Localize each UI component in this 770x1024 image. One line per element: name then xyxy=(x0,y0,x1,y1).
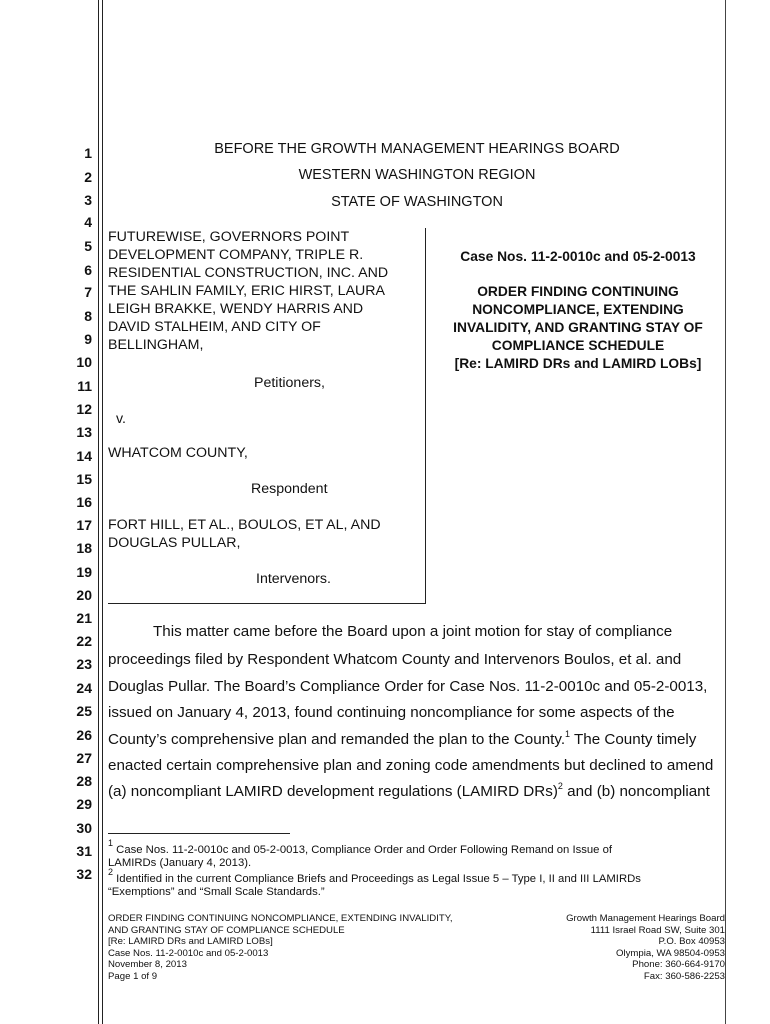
footnote-ref-1[interactable]: 1 xyxy=(565,729,571,739)
line-number: 12 xyxy=(76,401,92,417)
intervenors-label: Intervenors. xyxy=(256,571,331,587)
order-title-line: INVALIDITY, AND GRANTING STAY OF xyxy=(453,320,703,335)
footnote-text: LAMIRDs (January 4, 2013). xyxy=(108,857,252,869)
line-number: 32 xyxy=(76,866,92,882)
intervenors-line: FORT HILL, ET AL., BOULOS, ET AL, AND xyxy=(108,517,381,533)
line-number: 9 xyxy=(84,331,92,347)
line-number: 3 xyxy=(84,192,92,208)
footer-line: Olympia, WA 98504-0953 xyxy=(616,947,725,959)
state-title: STATE OF WASHINGTON xyxy=(331,194,503,210)
petitioners-line: DAVID STALHEIM, AND CITY OF xyxy=(108,319,321,335)
footnote-text: Identified in the current Compliance Briefs and Proceedings as Legal Issue 5 – Type I, II and III LAMIRDs xyxy=(113,873,641,885)
board-title: BEFORE THE GROWTH MANAGEMENT HEARINGS BOARD xyxy=(214,141,620,157)
body-line: Douglas Pullar. The Board’s Compliance Order for Case Nos. 11-2-0010c and 05-2-0013, xyxy=(108,678,708,695)
intervenors-names xyxy=(108,516,423,552)
line-number: 26 xyxy=(76,727,92,743)
respondent-name: WHATCOM COUNTY, xyxy=(108,445,248,461)
line-number: 23 xyxy=(76,656,92,672)
body-text: County’s comprehensive plan and remanded the plan to the County. xyxy=(108,731,566,748)
line-number: 11 xyxy=(77,378,92,394)
region-title: WESTERN WASHINGTON REGION xyxy=(298,167,536,183)
petitioners-line: LEIGH BRAKKE, WENDY HARRIS AND xyxy=(108,301,364,317)
body-text: The County timely xyxy=(570,731,697,748)
footer-line: [Re: LAMIRD DRs and LAMIRD LOBs] xyxy=(108,936,273,948)
body-line xyxy=(108,783,726,800)
left-margin-rule-outer xyxy=(98,0,99,1024)
line-number: 20 xyxy=(76,587,92,603)
footnote-separator xyxy=(108,833,290,834)
line-number: 30 xyxy=(76,820,92,836)
line-number: 27 xyxy=(76,750,92,766)
order-title-line: COMPLIANCE SCHEDULE xyxy=(491,338,665,353)
footnote-text: Case Nos. 11-2-0010c and 05-2-0013, Compliance Order and Order Following Remand on Issue of xyxy=(113,844,613,856)
line-number: 6 xyxy=(84,262,92,278)
line-number: 21 xyxy=(76,610,92,626)
intervenors-line: DOUGLAS PULLAR, xyxy=(108,535,241,551)
left-margin-rule-inner xyxy=(102,0,103,1024)
line-number: 13 xyxy=(76,424,92,440)
line-number: 4 xyxy=(84,214,92,230)
body-line: issued on January 4, 2013, found continuing noncompliance for some aspects of the xyxy=(108,704,675,721)
line-number: 7 xyxy=(84,284,92,300)
respondent-label: Respondent xyxy=(251,481,328,497)
footnote-ref-2[interactable]: 2 xyxy=(557,781,563,791)
body-line: proceedings filed by Respondent Whatcom County and Intervenors Boulos, et al. and xyxy=(108,651,682,668)
line-number: 8 xyxy=(84,308,92,324)
body-text: and (b) noncompliant xyxy=(562,783,710,800)
line-number: 14 xyxy=(76,448,92,464)
petitioners-line: FUTUREWISE, GOVERNORS POINT xyxy=(108,229,350,245)
footer-line: Case Nos. 11-2-0010c and 05-2-0013 xyxy=(108,947,269,959)
line-number: 22 xyxy=(76,633,92,649)
body-line xyxy=(108,731,726,748)
line-number: 2 xyxy=(84,169,92,185)
footer-line: AND GRANTING STAY OF COMPLIANCE SCHEDULE xyxy=(108,924,345,936)
line-number: 25 xyxy=(76,703,92,719)
footer-fax: Fax: 360-586-2253 xyxy=(643,970,725,982)
line-number: 29 xyxy=(76,796,92,812)
line-number: 16 xyxy=(76,494,92,510)
footer-line: Growth Management Hearings Board xyxy=(566,913,725,924)
footnote-text: “Exemptions” and “Small Scale Standards.” xyxy=(108,886,325,898)
order-title-line: ORDER FINDING CONTINUING xyxy=(477,284,679,299)
footer-line: 1111 Israel Road SW, Suite 301 xyxy=(590,924,725,936)
line-number: 31 xyxy=(76,843,92,859)
caption-bracket-vertical xyxy=(425,228,426,604)
petitioners-line: THE SAHLIN FAMILY, ERIC HIRST, LAURA xyxy=(108,283,385,299)
versus: v. xyxy=(116,411,126,427)
line-number: 15 xyxy=(76,471,92,487)
order-title-line: NONCOMPLIANCE, EXTENDING xyxy=(472,302,684,317)
petitioners-line: DEVELOPMENT COMPANY, TRIPLE R. xyxy=(108,247,364,263)
footer-document-info xyxy=(108,913,528,983)
petitioners-names xyxy=(108,228,423,354)
caption-bracket-horizontal xyxy=(108,603,426,604)
order-title xyxy=(432,283,724,373)
body-line: enacted certain comprehensive plan and zoning code amendments but declined to amend xyxy=(108,757,714,774)
petitioners-label: Petitioners, xyxy=(254,375,325,391)
footnote-1 xyxy=(108,838,726,870)
footer-board-address xyxy=(485,913,725,983)
footnote-2 xyxy=(108,867,726,899)
line-number: 1 xyxy=(84,145,92,161)
line-number: 10 xyxy=(76,354,92,370)
page-number: Page 1 of 9 xyxy=(108,970,158,982)
footnote-mark: 2 xyxy=(108,867,114,877)
footer-phone: Phone: 360-664-9170 xyxy=(632,959,725,971)
order-title-line: [Re: LAMIRD DRs and LAMIRD LOBs] xyxy=(454,356,702,371)
footer-line: P.O. Box 40953 xyxy=(658,936,725,948)
line-number: 24 xyxy=(76,680,92,696)
case-numbers: Case Nos. 11-2-0010c and 05-2-0013 xyxy=(460,249,696,264)
petitioners-line: BELLINGHAM, xyxy=(108,337,204,353)
line-number: 18 xyxy=(76,540,92,556)
line-number: 17 xyxy=(76,517,92,533)
body-text: (a) noncompliant LAMIRD development regulations (LAMIRD DRs) xyxy=(108,783,558,800)
line-number: 5 xyxy=(84,238,92,254)
petitioners-line: RESIDENTIAL CONSTRUCTION, INC. AND xyxy=(108,265,389,281)
line-number: 19 xyxy=(76,564,92,580)
footnote-mark: 1 xyxy=(108,838,114,848)
body-line: This matter came before the Board upon a joint motion for stay of compliance xyxy=(153,623,673,640)
footer-line: ORDER FINDING CONTINUING NONCOMPLIANCE, EXTENDING INVALIDITY, xyxy=(108,913,453,924)
footer-line: November 8, 2013 xyxy=(108,959,187,971)
line-number: 28 xyxy=(76,773,92,789)
